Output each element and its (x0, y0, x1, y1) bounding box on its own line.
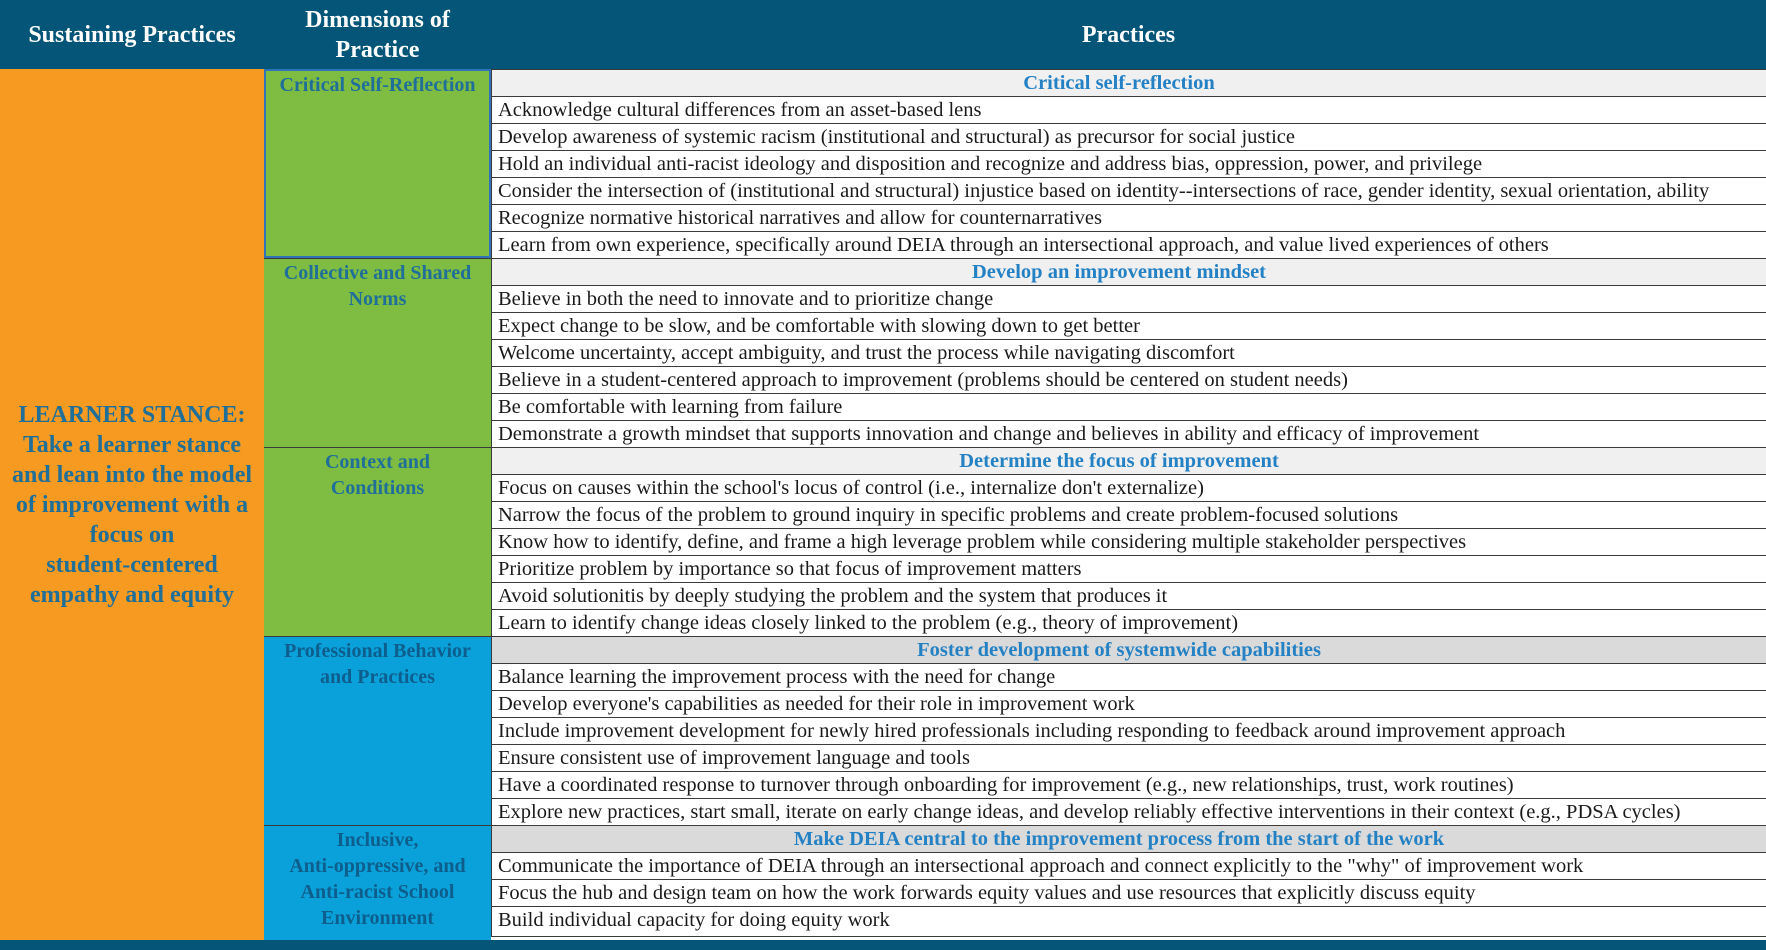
stance-line: and lean into the model (11, 461, 253, 488)
practice-row: Know how to identify, define, and frame a high leverage problem while considering multiple stakeholder perspectives (491, 528, 1766, 555)
dimension-label: Context and (324, 451, 430, 473)
dimension-label: Anti-oppressive, and (289, 855, 466, 877)
practice-row: Hold an individual anti-racist ideology and disposition and recognize and address bias, oppression, power, and privilege (491, 150, 1766, 177)
dimension-label: Inclusive, (336, 829, 419, 851)
practice-row: Include improvement development for newly hired professionals including responding to feedback around improvement approach (491, 717, 1766, 744)
stance-line: Take a learner stance (23, 431, 241, 458)
practice-row: Avoid solutionitis by deeply studying the problem and the system that produces it (491, 582, 1766, 609)
dimension-critical-self-reflection (264, 69, 491, 258)
practice-row: Expect change to be slow, and be comfortable with slowing down to get better (491, 312, 1766, 339)
practice-row: Narrow the focus of the problem to ground inquiry in specific problems and create problem-focused solutions (491, 501, 1766, 528)
practice-row: Develop awareness of systemic racism (institutional and structural) as precursor for social justice (491, 123, 1766, 150)
dimension-context-conditions (264, 447, 491, 636)
dimension-label: Collective and Shared (283, 262, 472, 284)
practices-column (491, 69, 1766, 937)
stance-line: focus on (89, 521, 175, 548)
practice-row: Learn to identify change ideas closely linked to the problem (e.g., theory of improvement) (491, 609, 1766, 636)
practice-row: Build individual capacity for doing equity work (491, 906, 1766, 937)
practice-row: Believe in a student-centered approach to improvement (problems should be centered on student needs) (491, 366, 1766, 393)
practice-row: Acknowledge cultural differences from an asset-based lens (491, 96, 1766, 123)
stance-line: LEARNER STANCE: (18, 401, 246, 428)
stance-line: student-centered (46, 551, 218, 578)
practice-row: Welcome uncertainty, accept ambiguity, and trust the process while navigating discomfort (491, 339, 1766, 366)
header-sustaining-practices: Sustaining Practices (28, 21, 236, 48)
practice-row: Focus the hub and design team on how the work forwards equity values and use resources that explicitly discuss equity (491, 879, 1766, 906)
practice-row: Be comfortable with learning from failure (491, 393, 1766, 420)
section-title-deia-central: Make DEIA central to the improvement process from the start of the work (491, 825, 1766, 852)
dimension-collective-shared-norms (264, 258, 491, 447)
section-title-critical-self-reflection: Critical self-reflection (491, 69, 1766, 96)
dimension-inclusive-anti-racist (264, 825, 491, 940)
practice-row: Develop everyone's capabilities as needed for their role in improvement work (491, 690, 1766, 717)
table-header (0, 0, 1766, 69)
footer-bar (0, 940, 1766, 950)
practice-row: Consider the intersection of (institutional and structural) injustice based on identity--intersections of race, gender identity, sexual orientation, ability (491, 177, 1766, 204)
dimension-label: Environment (321, 907, 434, 929)
practice-row: Explore new practices, start small, iterate on early change ideas, and develop reliably effective interventions in their context (e.g., PDSA cycles) (491, 798, 1766, 825)
practice-row: Communicate the importance of DEIA through an intersectional approach and connect explicitly to the "why" of improvement work (491, 852, 1766, 879)
section-title-systemwide-capabilities: Foster development of systemwide capabilities (491, 636, 1766, 663)
header-dimensions-of-practice (264, 0, 491, 69)
practice-row: Ensure consistent use of improvement language and tools (491, 744, 1766, 771)
dimension-label: Critical Self-Reflection (279, 74, 476, 96)
practice-row: Believe in both the need to innovate and to prioritize change (491, 285, 1766, 312)
practice-row: Balance learning the improvement process with the need for change (491, 663, 1766, 690)
dimension-label: Anti-racist School (300, 881, 455, 903)
practice-row: Focus on causes within the school's locus of control (i.e., internalize don't externalize) (491, 474, 1766, 501)
dimension-label: and Practices (320, 666, 435, 688)
dimension-professional-behavior (264, 636, 491, 825)
section-title-focus-of-improvement: Determine the focus of improvement (491, 447, 1766, 474)
stance-line: empathy and equity (29, 581, 235, 608)
learner-stance-cell (0, 69, 264, 940)
section-title-improvement-mindset: Develop an improvement mindset (491, 258, 1766, 285)
dimension-label: Norms (348, 288, 407, 310)
dimension-label: Conditions (330, 477, 425, 499)
stance-line: of improvement with a (15, 491, 249, 518)
dimension-label: Professional Behavior (284, 640, 471, 662)
practice-row: Learn from own experience, specifically around DEIA through an intersectional approach, and value lived experiences of others (491, 231, 1766, 258)
header-dimensions-line2: Practice (335, 36, 420, 63)
practice-row: Prioritize problem by importance so that focus of improvement matters (491, 555, 1766, 582)
practice-row: Demonstrate a growth mindset that supports innovation and change and believes in ability and efficacy of improvement (491, 420, 1766, 447)
header-dimensions-line1: Dimensions of (305, 6, 450, 33)
practice-row: Recognize normative historical narratives and allow for counternarratives (491, 204, 1766, 231)
header-practices: Practices (1081, 21, 1176, 48)
practice-row: Have a coordinated response to turnover through onboarding for improvement (e.g., new relationships, trust, work routines) (491, 771, 1766, 798)
